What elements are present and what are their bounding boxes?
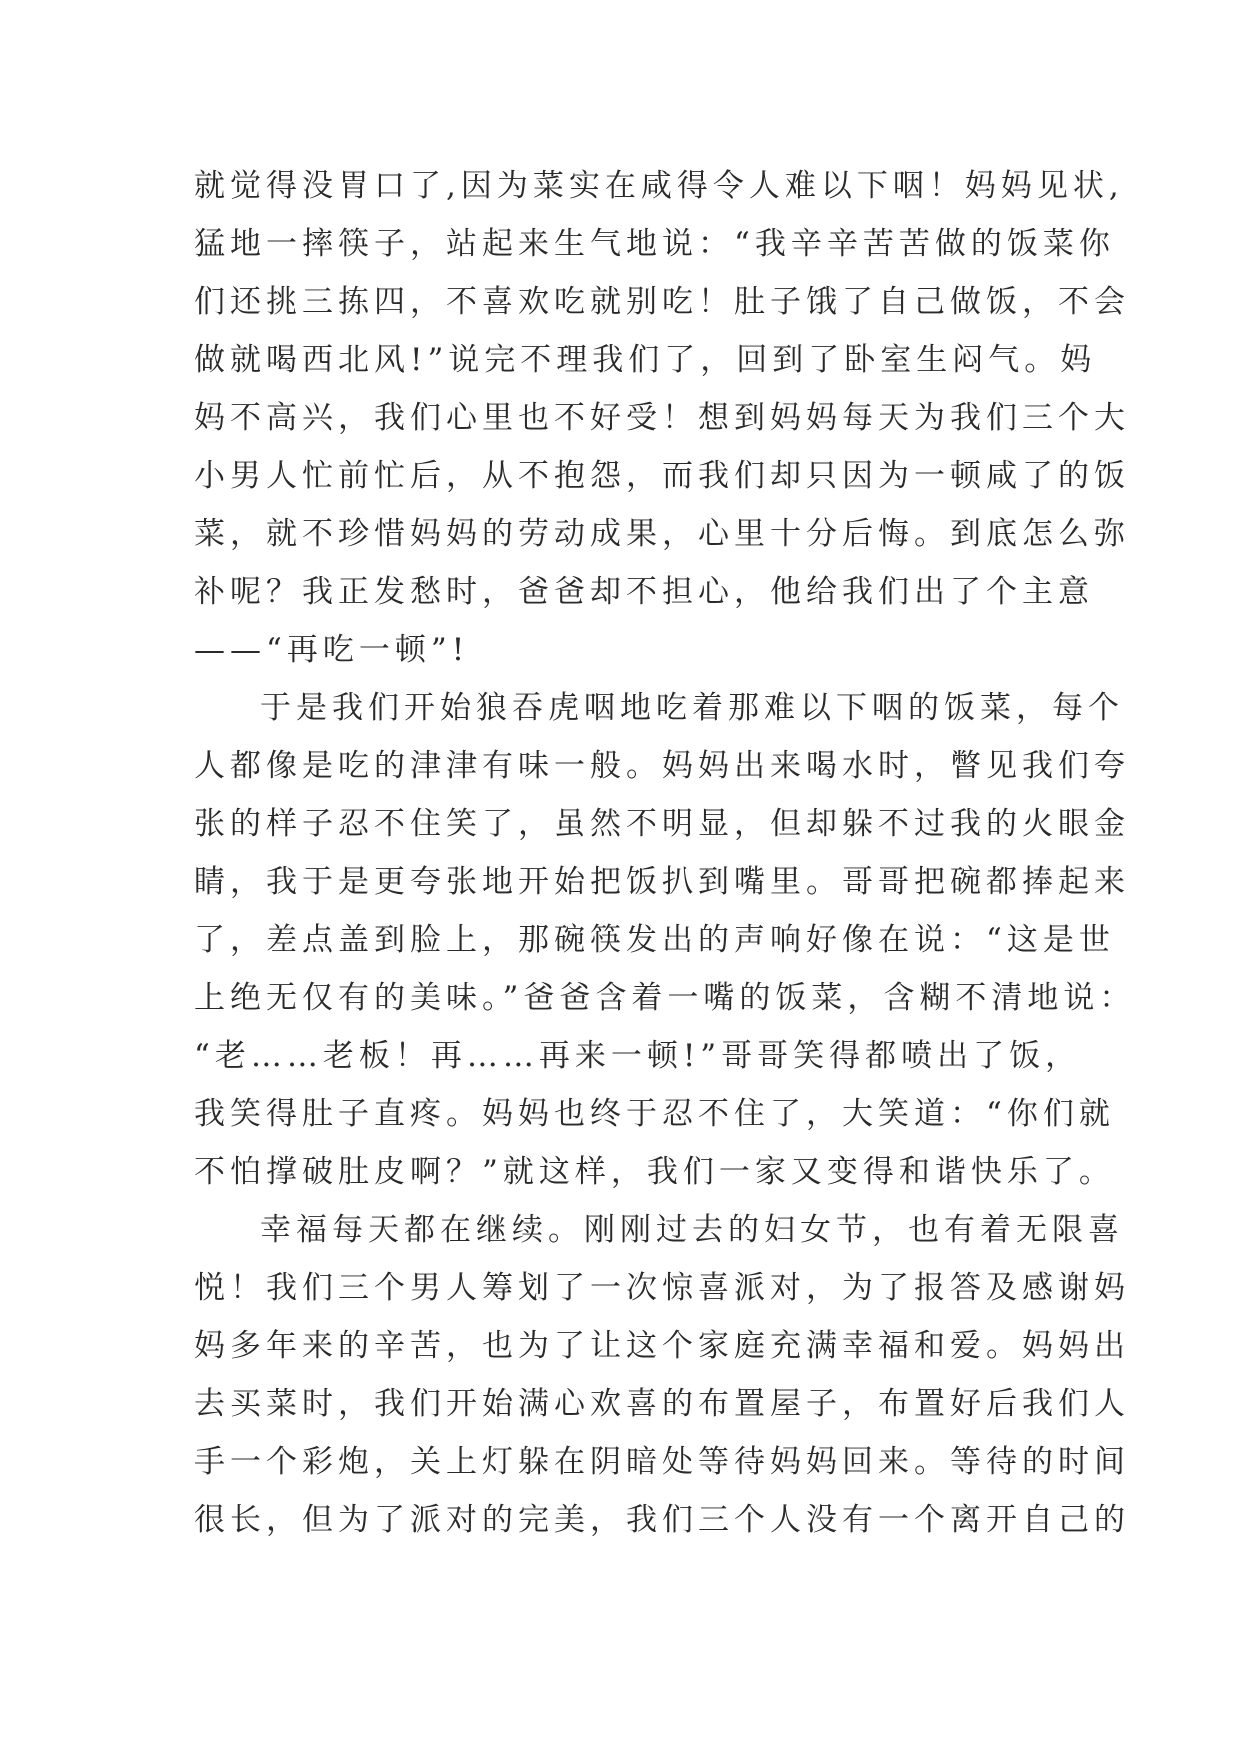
text-line: 小男人忙前忙后，从不抱怨，而我们却只因为一顿咸了的饭 <box>194 458 1130 494</box>
text-line: ——“再吃一顿”! <box>194 632 470 668</box>
text-line: 悦！我们三个男人筹划了一次惊喜派对，为了报答及感谢妈 <box>194 1270 1130 1306</box>
text-line: 我笑得肚子直疼。妈妈也终于忍不住了，大笑道：“你们就 <box>194 1096 1115 1132</box>
text-line: 了，差点盖到脸上，那碗筷发出的声响好像在说：“这是世 <box>194 922 1115 958</box>
text-line: 不怕撑破肚皮啊？”就这样，我们一家又变得和谐快乐了。 <box>194 1154 1115 1190</box>
text-line: 上绝无仅有的美味。”爸爸含着一嘴的饭菜，含糊不清地说： <box>194 980 1136 1016</box>
text-line: 睛，我于是更夸张地开始把饭扒到嘴里。哥哥把碗都捧起来 <box>194 864 1130 900</box>
text-line: 手一个彩炮，关上灯躲在阴暗处等待妈妈回来。等待的时间 <box>194 1444 1130 1480</box>
paragraph-2 <box>194 679 1136 1201</box>
text-line: 很长，但为了派对的完美，我们三个人没有一个离开自己的 <box>194 1502 1130 1538</box>
text-line: 们还挑三拣四，不喜欢吃就别吃！肚子饿了自己做饭，不会 <box>194 284 1130 320</box>
text-line-first: 幸福每天都在继续。刚刚过去的妇女节，也有着无限喜 <box>260 1212 1124 1248</box>
text-line: 猛地一摔筷子，站起来生气地说：“我辛辛苦苦做的饭菜你 <box>194 226 1115 262</box>
paragraph-1 <box>194 157 1130 679</box>
text-line: 人都像是吃的津津有味一般。妈妈出来喝水时，瞥见我们夸 <box>194 748 1130 784</box>
text-line: 张的样子忍不住笑了，虽然不明显，但却躲不过我的火眼金 <box>194 806 1130 842</box>
text-line: 补呢？我正发愁时，爸爸却不担心，他给我们出了个主意 <box>194 574 1094 610</box>
text-line: 去买菜时，我们开始满心欢喜的布置屋子，布置好后我们人 <box>194 1386 1130 1422</box>
text-line: 就觉得没胃口了,因为菜实在咸得令人难以下咽！妈妈见状, <box>194 168 1124 204</box>
text-line: 菜，就不珍惜妈妈的劳动成果，心里十分后悔。到底怎么弥 <box>194 516 1130 552</box>
text-line: 妈不高兴，我们心里也不好受！想到妈妈每天为我们三个大 <box>194 400 1130 436</box>
text-line: “老……老板！再……再来一顿!”哥哥笑得都喷出了饭， <box>194 1038 1082 1074</box>
text-line: 做就喝西北风!”说完不理我们了，回到了卧室生闷气。妈 <box>194 342 1097 378</box>
paragraph-3 <box>194 1201 1130 1549</box>
essay-body <box>194 157 1136 1549</box>
text-line-first: 于是我们开始狼吞虎咽地吃着那难以下咽的饭菜，每个 <box>260 690 1124 726</box>
text-line: 妈多年来的辛苦，也为了让这个家庭充满幸福和爱。妈妈出 <box>194 1328 1130 1364</box>
